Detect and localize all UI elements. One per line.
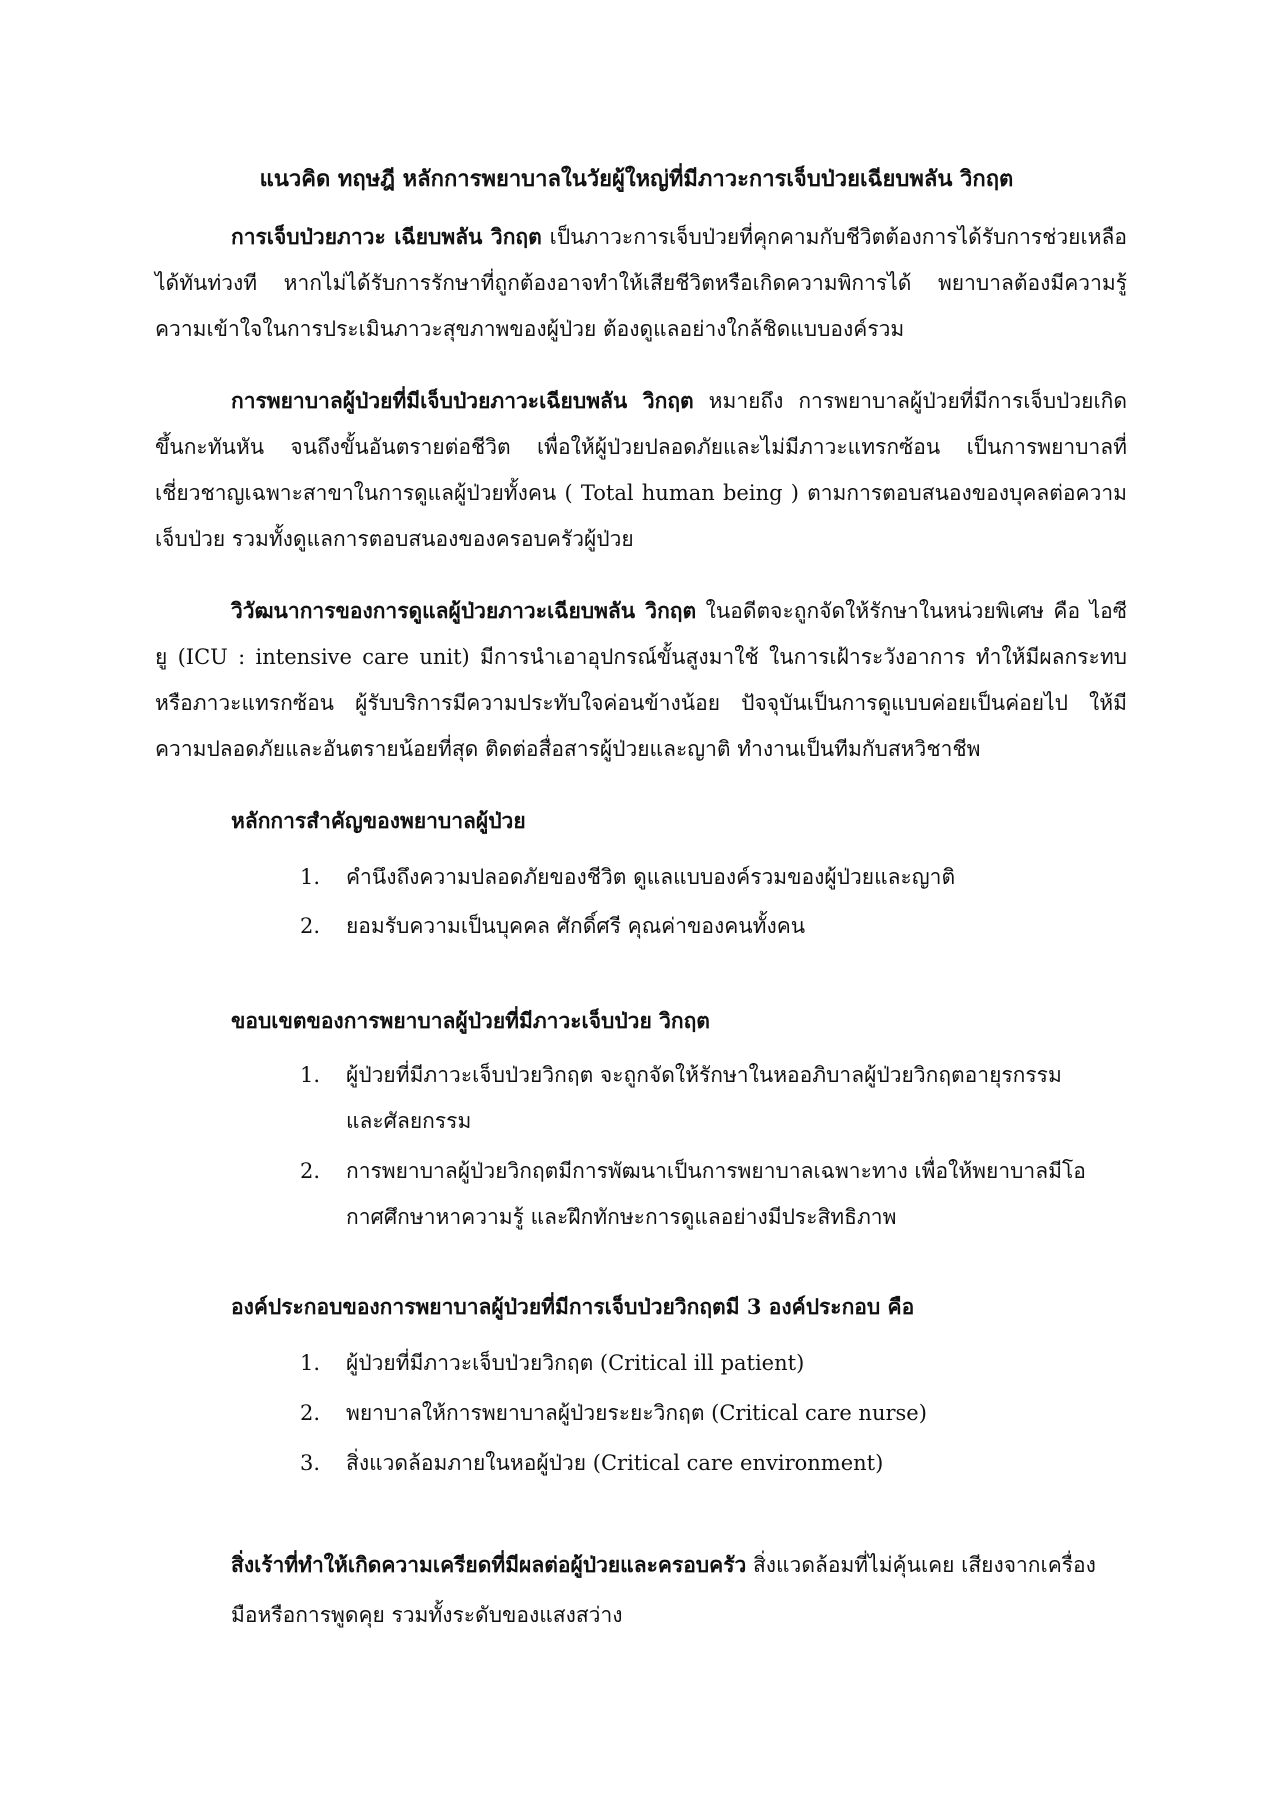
paragraph-text: ในอดีตจะถูกจัดให้รักษาในหน่วยพิเศษ คือ ไอซียู (ICU : intensive care unit) มีการนำเอาอุปกรณ์ขั้นสูงมาใช้ ในการเฝ้าระวังอาการ ทำให้มีผลกระทบหรือภาวะแทรกซ้อน ผู้รับบริการมีความประทับใจค่อนข้างน้อย ปัจจุบันเป็นการดูแบบค่อยเป็นค่อยไป ให้มีความปลอดภัยและอันตรายน้อยที่สุด ติดต่อสื่อสารผู้ป่วยและญาติ ทำงานเป็นทีมกับสหวิชาชีพ <box>155 599 1128 761</box>
list-item-text: สิ่งแวดล้อมภายในหอผู้ป่วย (Critical care environment) <box>346 1451 884 1475</box>
paragraph-text: สิ่งแวดล้อมที่ไม่คุ้นเคย เสียงจากเครื่องมือหรือการพูดคุย รวมทั้งระดับของแสงสว่าง <box>231 1553 1096 1627</box>
list-item <box>300 1398 1090 1428</box>
paragraph-text: เป็นภาวะการเจ็บป่วยที่คุกคามกับชีวิตต้องการได้รับการช่วยเหลือได้ทันท่วงที หากไม่ได้รับการรักษาที่ถูกต้องอาจทำให้เสียชีวิตหรือเกิดความพิการได้ พยาบาลต้องมีความรู้ ความเข้าใจในการประเมินภาวะสุขภาพของผู้ป่วย ต้องดูแลอย่างใกล้ชิดแบบองค์รวม <box>155 225 1127 341</box>
paragraph-heading: วิวัฒนาการของการดูแลผู้ป่วยภาวะเฉียบพลัน วิกฤต <box>231 598 697 623</box>
list-item <box>300 1148 1090 1240</box>
list-number: 2. <box>300 1401 321 1425</box>
list-item <box>300 1448 1090 1478</box>
list-item <box>300 1348 1090 1378</box>
list-item-text: ผู้ป่วยที่มีภาวะเจ็บป่วยวิกฤต (Critical ill patient) <box>346 1351 805 1375</box>
list-item-text: การพยาบาลผู้ป่วยวิกฤตมีการพัฒนาเป็นการพยาบาลเฉพาะทาง เพื่อให้พยาบาลมีโอกาศศึกษาหาความรู้ และฝึกทักษะการดูแลอย่างมีประสิทธิภาพ <box>346 1159 1086 1229</box>
paragraph-heading: การพยาบาลผู้ป่วยที่มีเจ็บป่วยภาวะเฉียบพลัน วิกฤต <box>231 388 694 413</box>
document-title: แนวคิด ทฤษฎี หลักการพยาบาลในวัยผู้ใหญ่ที่มีภาวะการเจ็บป่วยเฉียบพลัน วิกฤต <box>259 166 1014 192</box>
principles-list <box>300 862 1090 960</box>
list-item-text: ผู้ป่วยที่มีภาวะเจ็บป่วยวิกฤต จะถูกจัดให้รักษาในหออภิบาลผู้ป่วยวิกฤตอายุรกรรมและศัลยกรรม <box>346 1063 1062 1133</box>
list-item-text: ยอมรับความเป็นบุคคล ศักดิ์ศรี คุณค่าของคนทั้งคน <box>346 914 806 938</box>
paragraph-text: หมายถึง การพยาบาลผู้ป่วยที่มีการเจ็บป่วยเกิดขึ้นกะทันหัน จนถึงขั้นอันตรายต่อชีวิต เพื่อให้ผู้ป่วยปลอดภัยและไม่มีภาวะแทรกซ้อน เป็นการพยาบาลที่เชี่ยวชาญเฉพาะสาขาในการดูแลผู้ป่วยทั้งคน ( Total human being ) ตามการตอบสนองของบุคลต่อความเจ็บป่วย รวมทั้งดูแลการตอบสนองของครอบครัวผู้ป่วย <box>155 389 1128 551</box>
paragraph-acute-illness <box>155 214 1127 352</box>
section-heading-scope: ขอบเขตของการพยาบาลผู้ป่วยที่มีภาวะเจ็บป่วย วิกฤต <box>231 1008 710 1033</box>
section-heading-principles: หลักการสำคัญของพยาบาลผู้ป่วย <box>231 808 526 833</box>
list-item-text: คำนึงถึงความปลอดภัยของชีวิต ดูแลแบบองค์รวมของผู้ป่วยและญาติ <box>346 865 956 889</box>
list-number: 2. <box>300 1159 321 1183</box>
list-number: 2. <box>300 914 321 938</box>
components-list <box>300 1348 1090 1498</box>
list-number: 1. <box>300 865 321 889</box>
list-item <box>300 862 1090 892</box>
paragraph-heading: สิ่งเร้าที่ทำให้เกิดความเครียดที่มีผลต่อผู้ป่วยและครอบครัว <box>231 1552 747 1577</box>
paragraph-heading: การเจ็บป่วยภาวะ เฉียบพลัน วิกฤต <box>231 224 542 249</box>
paragraph-stressors <box>231 1540 1111 1640</box>
scope-list <box>300 1052 1090 1244</box>
list-item <box>300 1052 1090 1144</box>
paragraph-nursing-definition <box>155 378 1127 562</box>
list-number: 3. <box>300 1451 321 1475</box>
list-number: 1. <box>300 1063 321 1087</box>
list-item <box>300 911 1090 941</box>
list-item-text: พยาบาลให้การพยาบาลผู้ป่วยระยะวิกฤต (Critical care nurse) <box>346 1401 927 1425</box>
section-heading-components: องค์ประกอบของการพยาบาลผู้ป่วยที่มีการเจ็บป่วยวิกฤตมี 3 องค์ประกอบ คือ <box>231 1294 915 1319</box>
paragraph-evolution <box>155 588 1127 772</box>
list-number: 1. <box>300 1351 321 1375</box>
